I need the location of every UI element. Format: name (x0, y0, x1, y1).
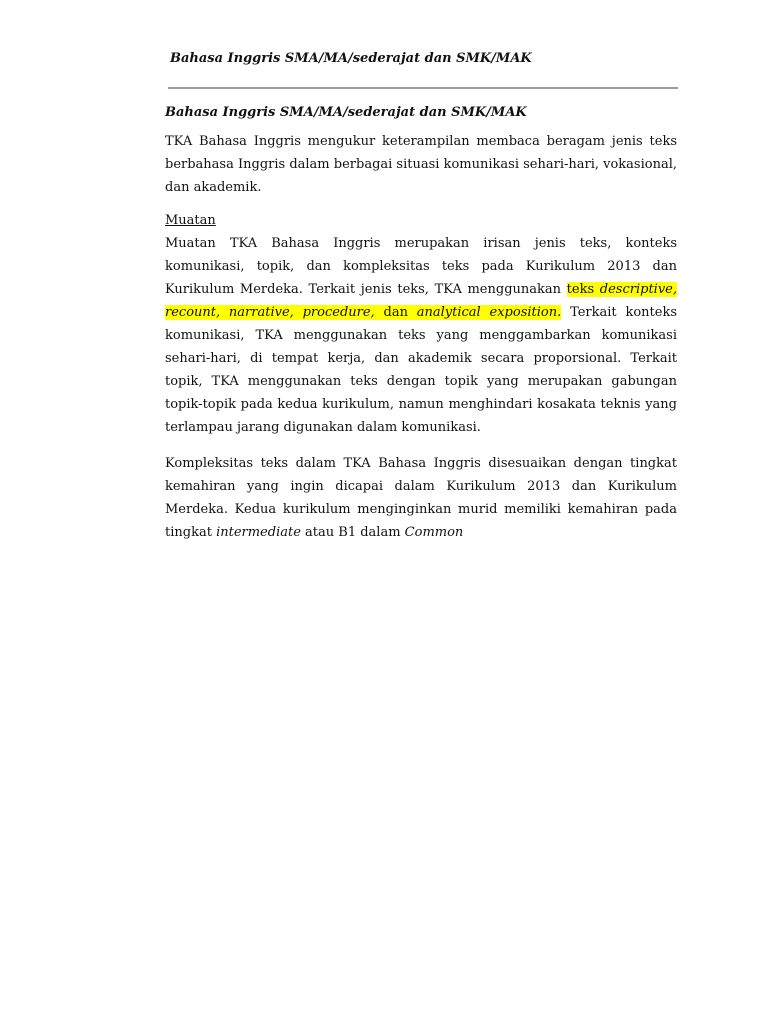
highlight-dan: dan (374, 305, 417, 320)
muatan-text-part1: Muatan TKA Bahasa Inggris merupakan irisan jenis teks, konteks komunikasi, topik, dan kompleksitas teks pada Kurikulum 2013 dan Kurikulum Merdeka. Terkait jenis teks, TKA menggunakan (165, 236, 677, 297)
term-intermediate: intermediate (216, 525, 301, 540)
muatan-text-part2: Terkait konteks komunikasi, TKA menggunakan teks yang menggambarkan komunikasi sehari-hari, di tempat kerja, dan akademik secara proporsional. Terkait topik, TKA menggunakan teks dengan topik yang merupakan gabungan topik-topik pada kedua kurikulum, namun menghindari kosakata teknis yang terlampau jarang digunakan dalam komunikasi. (165, 305, 678, 435)
kompleksitas-text-part2: atau B1 dalam (300, 525, 405, 540)
muatan-heading: Muatan (165, 213, 216, 228)
muatan-paragraph (165, 232, 677, 439)
highlight-teks: teks (566, 282, 595, 297)
intro-paragraph: TKA Bahasa Inggris mengukur keterampilan membaca beragam jenis teks berbahasa Inggris dalam berbagai situasi komunikasi sehari-hari, vokasional, dan akademik. (165, 134, 677, 195)
header-divider (168, 87, 678, 89)
highlight-analytical-exposition: analytical exposition. (416, 305, 562, 320)
page-content (165, 103, 677, 544)
kompleksitas-text-part1: Kompleksitas teks dalam TKA Bahasa Inggris disesuaikan dengan tingkat kemahiran yang ingin dicapai dalam Kurikulum 2013 dan Kurikulum Merdeka. Kedua kurikulum menginginkan murid memiliki kemahiran pada tingkat (165, 456, 677, 540)
highlight-space (594, 282, 600, 297)
kompleksitas-paragraph (165, 452, 677, 544)
section-title: Bahasa Inggris SMA/MA/sederajat dan SMK/MAK (165, 105, 527, 120)
running-header: Bahasa Inggris SMA/MA/sederajat dan SMK/MAK (170, 51, 532, 66)
highlight-text-types: descriptive, recount, narrative, procedure, (165, 282, 677, 320)
term-common: Common (404, 525, 464, 540)
